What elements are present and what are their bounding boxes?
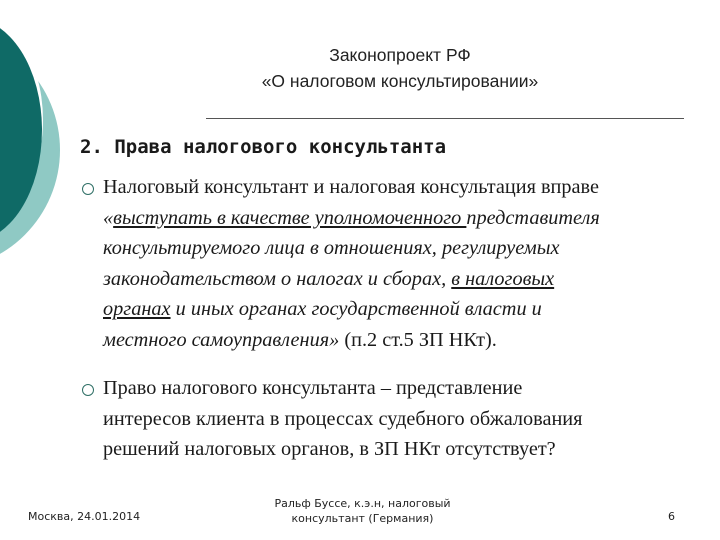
para1-underlined-organs-2: органах	[103, 298, 171, 320]
decorative-circles	[0, 0, 70, 290]
para1-underlined-organs-1: в налоговых	[451, 267, 555, 290]
para1-line-3	[103, 233, 703, 264]
bullet-circle-icon	[82, 384, 94, 396]
para2-line-1: Право налогового консультанта – представление	[103, 377, 523, 399]
para1-line-2-rest: представителя	[466, 206, 600, 229]
slide-title	[190, 42, 610, 94]
para1-line-5-rest: и иных органах государственной власти и	[170, 298, 542, 320]
bullet-circle-icon	[82, 183, 94, 195]
para1-line-3-text: консультируемого лица в отношениях, регулируемых	[103, 237, 560, 259]
footer-author-line-2: консультант (Германия)	[291, 512, 434, 525]
para1-line-6-italic: местного самоуправления»	[103, 328, 340, 351]
title-line-1: Законопроект РФ	[329, 45, 471, 65]
para1-underlined-text: выступать в качестве уполномоченного	[113, 206, 467, 229]
bullet-paragraph-1	[103, 172, 703, 355]
page-number: 6	[668, 510, 675, 523]
title-divider	[206, 118, 684, 119]
para1-quote-open: «	[103, 206, 114, 229]
para1-line-2	[103, 203, 703, 234]
para1-line-1: Налоговый консультант и налоговая консультация вправе	[103, 176, 599, 198]
para2-line-2: интересов клиента в процессах судебного обжалования	[103, 407, 583, 430]
footer-date: Москва, 24.01.2014	[28, 510, 141, 523]
section-heading: 2. Права налогового консультанта	[80, 136, 447, 158]
para1-citation: (п.2 ст.5 ЗП НКт).	[339, 328, 497, 351]
title-line-2: «О налоговом консультировании»	[261, 71, 539, 91]
para1-line-6	[103, 325, 703, 356]
footer-author-line-1: Ральф Буссе, к.э.н, налоговый	[274, 497, 451, 510]
para1-line-5	[103, 294, 703, 325]
bullet-paragraph-2	[103, 373, 703, 465]
footer-author	[250, 496, 475, 526]
para1-line-4-text: законодательством о налогах и сборах,	[103, 267, 452, 290]
para2-line-3: решений налоговых органов, в ЗП НКт отсутствует?	[103, 438, 556, 460]
para1-line-4	[103, 264, 703, 295]
